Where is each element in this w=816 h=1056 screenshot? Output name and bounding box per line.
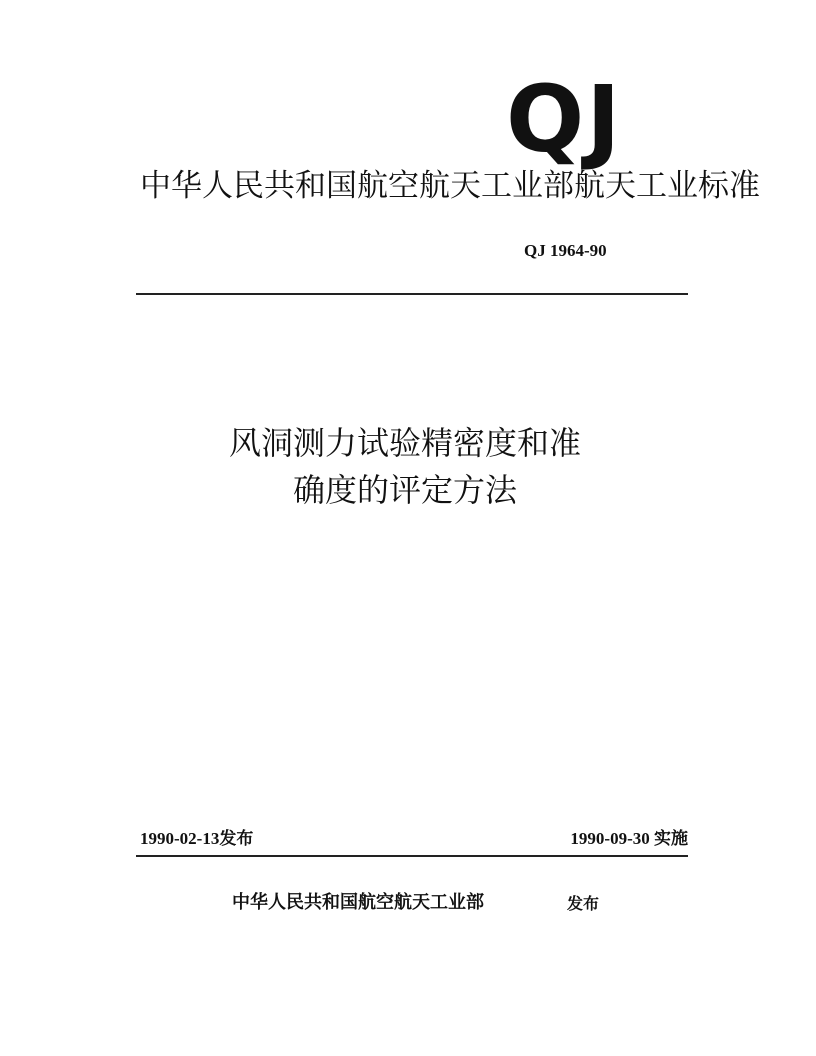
publish-action: 发布 xyxy=(567,894,600,913)
standard-code: QJ 1964-90 xyxy=(524,241,607,260)
publisher-name: 中华人民共和国航空航天工业部 xyxy=(232,892,484,913)
qj-logo: QJ xyxy=(506,66,623,173)
ministry-standard-heading: 中华人民共和国航空航天工业部航天工业标准 xyxy=(140,168,760,204)
effective-date: 1990-09-30 实施 xyxy=(570,829,688,848)
title-line-1: 风洞测力试验精密度和准 xyxy=(228,424,581,462)
issue-date: 1990-02-13发布 xyxy=(140,829,254,848)
top-divider xyxy=(136,293,688,295)
title-line-2: 确度的评定方法 xyxy=(292,471,517,509)
bottom-divider xyxy=(136,855,688,857)
document-title xyxy=(150,420,660,514)
